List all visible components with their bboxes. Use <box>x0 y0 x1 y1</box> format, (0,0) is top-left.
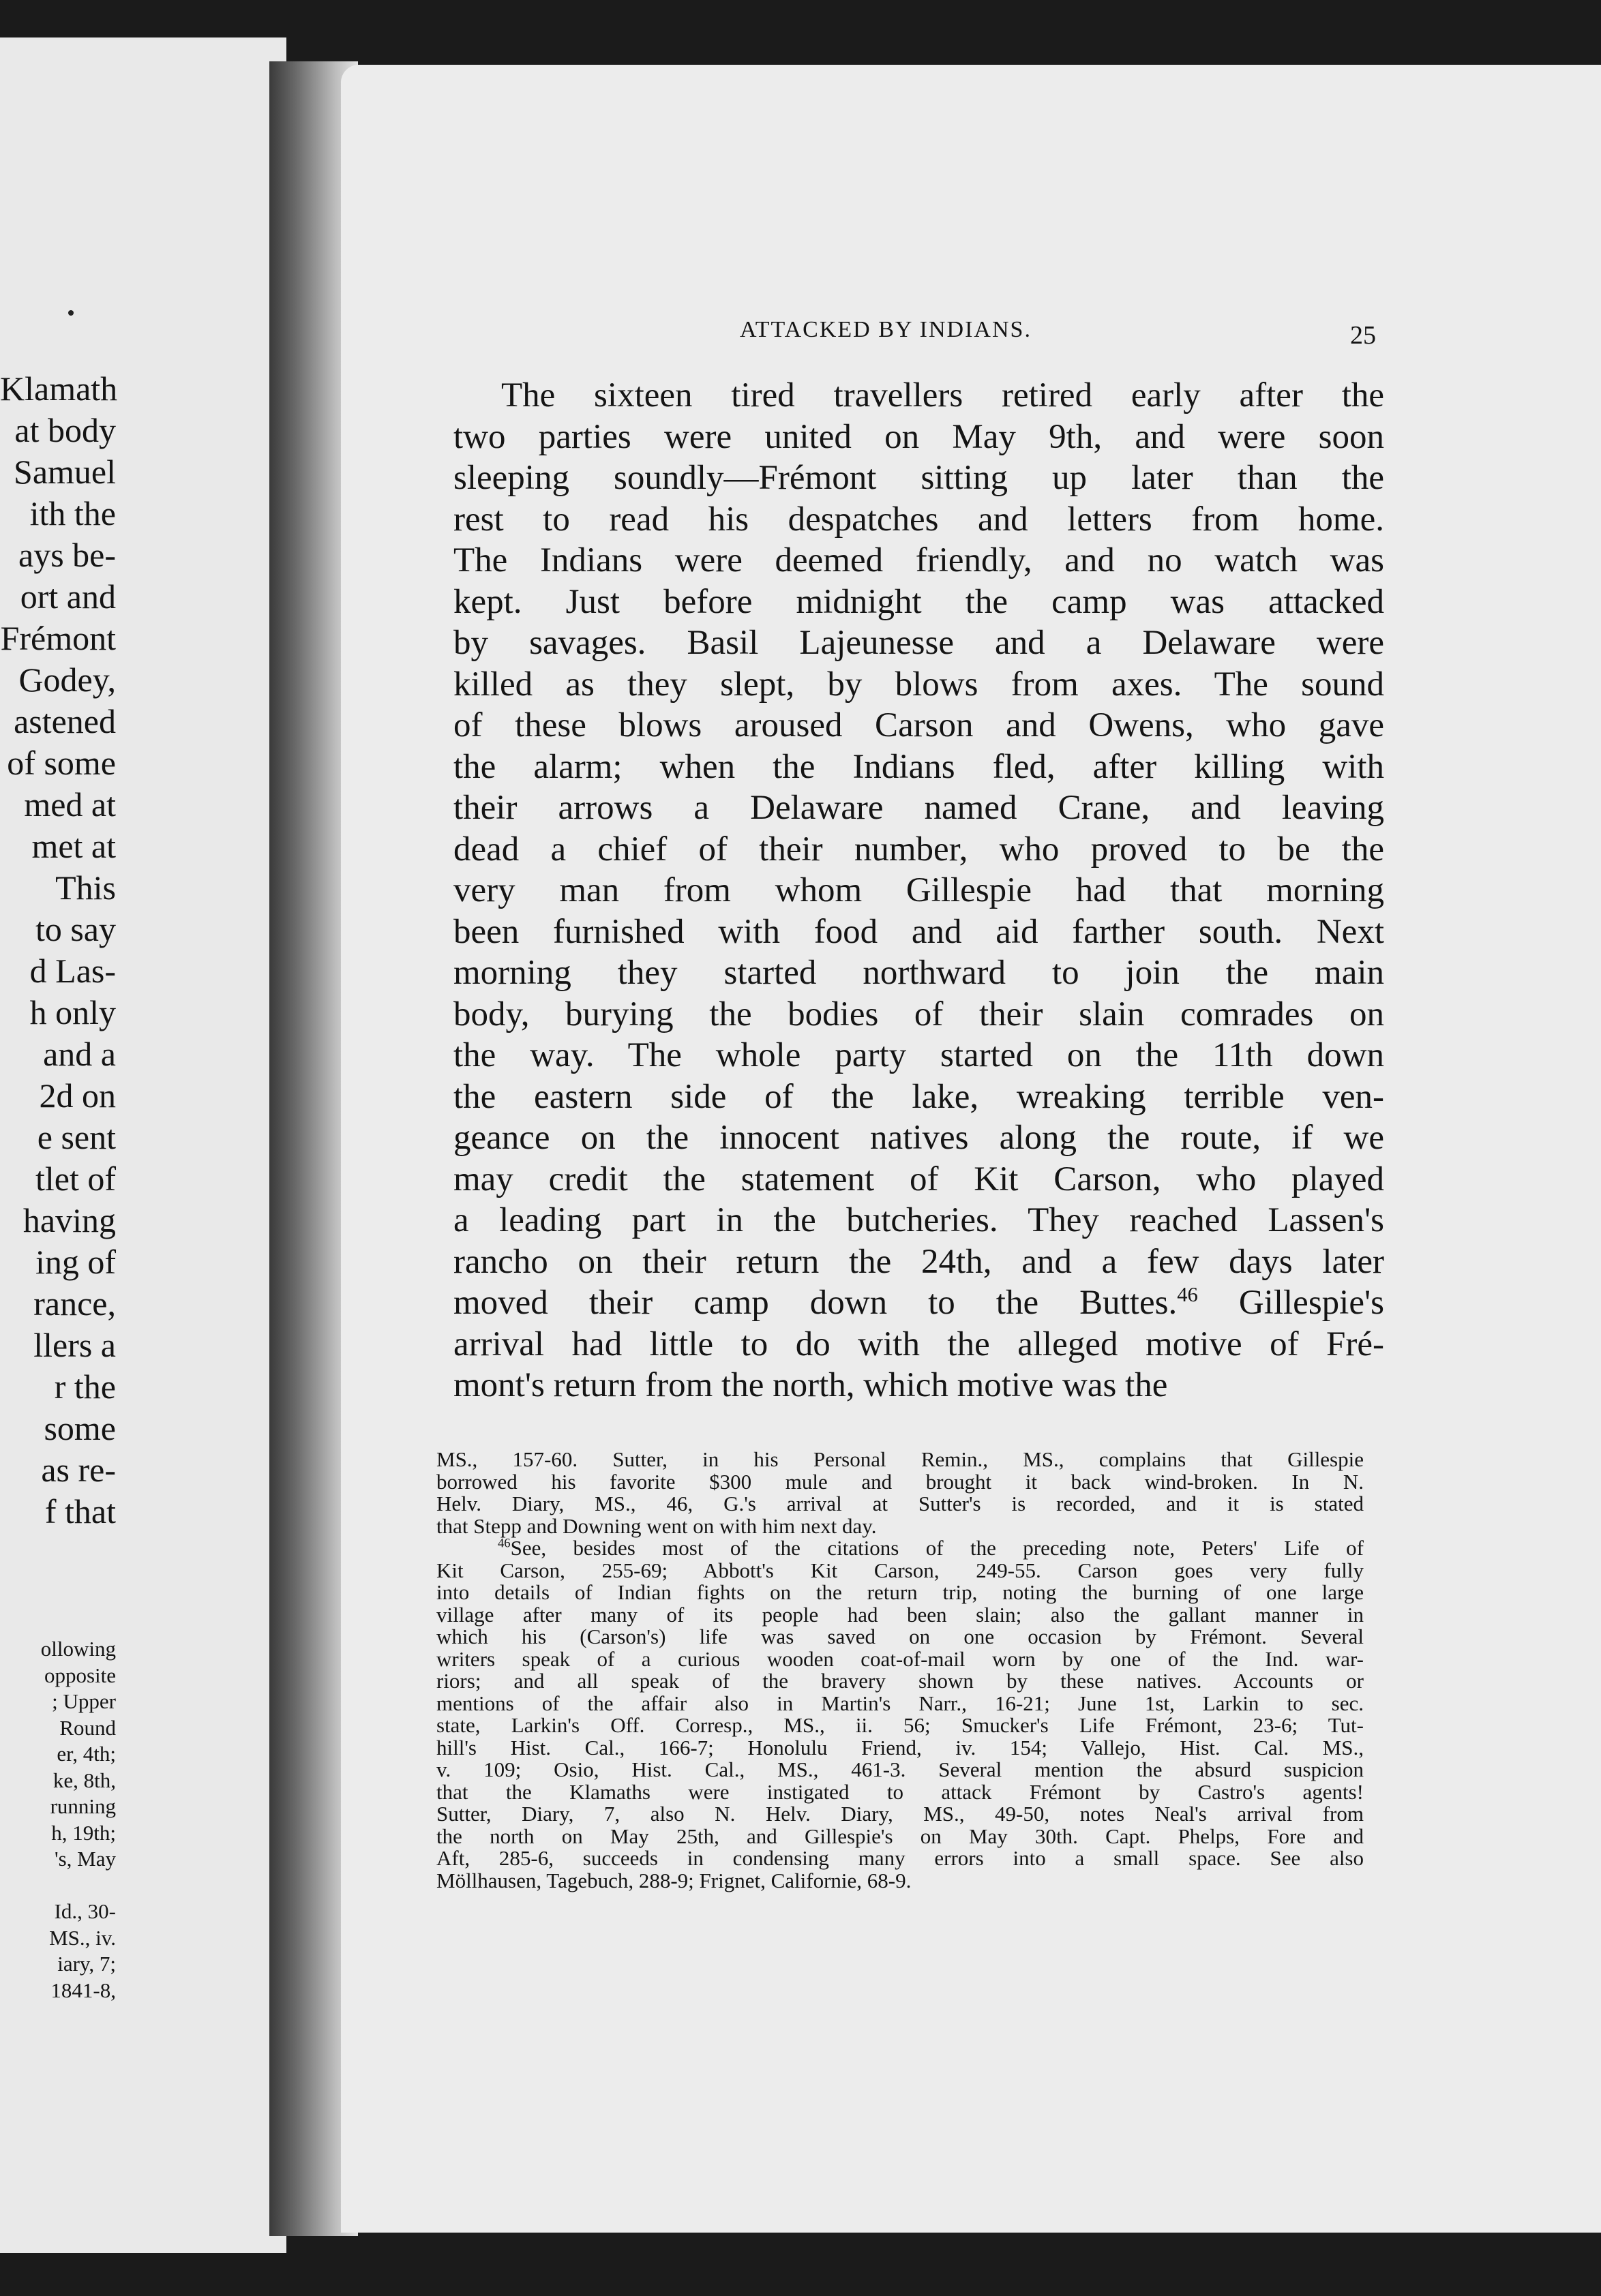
left-line: Samuel <box>14 453 116 491</box>
left-line: rance, <box>33 1284 116 1323</box>
left-line: ort and <box>20 577 116 616</box>
left-line: as re- <box>41 1451 116 1489</box>
left-footnote-line: iary, 7; <box>57 1952 116 1976</box>
left-line: This <box>55 868 116 907</box>
left-line: astened <box>14 702 116 740</box>
left-line: r the <box>54 1368 116 1406</box>
left-page-footnotes <box>0 1636 116 2004</box>
left-line: ays be- <box>18 536 116 574</box>
footnote-line: the north on May 25th, and Gillespie's on May 30th. Capt. Phelps, Fore and <box>436 1824 1364 1848</box>
left-footnote-line <box>0 1873 116 1899</box>
body-line-with-note <box>453 1282 1384 1324</box>
left-line: ing of <box>35 1243 116 1281</box>
footnote-line: Sutter, Diary, 7, also N. Helv. Diary, MS., 49-50, notes Neal's arrival from <box>436 1802 1364 1826</box>
left-line: tlet of <box>35 1160 116 1198</box>
body-line: the way. The whole party started on the 11th down <box>453 1036 1384 1074</box>
footnote-line: Möllhausen, Tagebuch, 288-9; Frignet, Californie, 68-9. <box>436 1868 912 1892</box>
left-footnote-line: er, 4th; <box>57 1742 116 1766</box>
body-line: mont's return from the north, which motive was the <box>453 1366 1168 1404</box>
left-line: llers a <box>33 1326 116 1364</box>
left-page <box>0 37 286 2253</box>
footnote-line: hill's Hist. Cal., 166-7; Honolulu Friend, iv. 154; Vallejo, Hist. Cal. MS., <box>436 1735 1364 1759</box>
ink-dot <box>68 310 74 316</box>
body-line: body, burying the bodies of their slain comrades on <box>453 995 1384 1033</box>
body-line: been furnished with food and aid farther south. Next <box>453 912 1384 951</box>
left-line: of some <box>7 744 116 782</box>
left-footnote-line: MS., iv. <box>49 1925 116 1950</box>
left-footnote-line: running <box>50 1794 116 1818</box>
body-line: of these blows aroused Carson and Owens, who gave <box>453 706 1384 744</box>
body-line: kept. Just before midnight the camp was attacked <box>453 582 1384 621</box>
footnote-marker: 46 <box>498 1536 511 1551</box>
footnote-line: riors; and all speak of the bravery shown by these natives. Accounts or <box>436 1669 1364 1693</box>
left-page-body <box>0 368 116 1532</box>
left-footnote-line: Round <box>59 1715 116 1740</box>
body-line-tail: Gillespie's <box>1238 1284 1385 1322</box>
left-line: Frémont <box>0 619 116 657</box>
left-line: and a <box>43 1035 116 1073</box>
footnote-reference: 46 <box>1177 1283 1198 1306</box>
left-line: f that <box>44 1492 116 1530</box>
body-line: the eastern side of the lake, wreaking terrible ven- <box>453 1077 1384 1116</box>
body-line: a leading part in the butcheries. They reached Lassen's <box>453 1201 1384 1239</box>
body-line: rest to read his despatches and letters from home. <box>453 500 1384 539</box>
footnote-line: borrowed his favorite $300 mule and brought it back wind-broken. In N. <box>436 1469 1364 1494</box>
left-line: to say <box>35 910 116 948</box>
left-line: med at <box>24 785 116 824</box>
left-line: h only <box>29 993 116 1031</box>
body-line: very man from whom Gillespie had that morning <box>453 871 1384 909</box>
body-line: geance on the innocent natives along the route, if we <box>453 1119 1384 1157</box>
footnote-line: village after many of its people had been slain; also the gallant manner in <box>436 1602 1364 1627</box>
left-footnote-line: ; Upper <box>52 1689 116 1713</box>
left-line: having <box>23 1201 116 1239</box>
left-footnote-line: Id., 30- <box>54 1899 116 1923</box>
left-footnote-line: opposite <box>44 1663 116 1687</box>
left-line: at body <box>14 411 116 449</box>
body-line: The sixteen tired travellers retired early after the <box>501 376 1384 414</box>
footnote-line: Helv. Diary, MS., 46, G.'s arrival at Sutter's is recorded, and it is stated <box>436 1492 1364 1515</box>
footnote-line: v. 109; Osio, Hist. Cal., MS., 461-3. Several mention the absurd suspicion <box>436 1757 1364 1781</box>
left-line: some <box>44 1409 116 1447</box>
left-footnote-line: h, 19th; <box>51 1820 116 1845</box>
footnote-line-text: See, besides most of the citations of the preceding note, Peters' Life of <box>510 1536 1364 1560</box>
footnote-line: Kit Carson, 255-69; Abbott's Kit Carson, 249-55. Carson goes very fully <box>436 1558 1364 1582</box>
left-footnote-line: ollowing <box>40 1637 116 1661</box>
footnote-line: that the Klamaths were instigated to attack Frémont by Castro's agents! <box>436 1779 1364 1804</box>
page-number: 25 <box>1350 321 1376 350</box>
footnote-line: mentions of the affair also in Martin's Narr., 16-21; June 1st, Larkin to sec. <box>436 1691 1364 1715</box>
footnote-line: that Stepp and Downing went on with him next day. <box>436 1513 877 1538</box>
left-footnote-line: 's, May <box>55 1847 116 1871</box>
body-line: dead a chief of their number, who proved to be the <box>453 830 1384 868</box>
footnote-line: which his (Carson's) life was saved on one occasion by Frémont. Several <box>436 1625 1364 1648</box>
body-line: their arrows a Delaware named Crane, and leaving <box>453 789 1384 827</box>
body-line: The Indians were deemed friendly, and no watch was <box>453 541 1384 579</box>
left-line: met at <box>31 827 116 865</box>
left-line: Godey, <box>18 661 116 699</box>
left-footnote-line: ke, 8th, <box>53 1768 116 1792</box>
body-line: may credit the statement of Kit Carson, who played <box>453 1160 1384 1198</box>
body-line: the alarm; when the Indians fled, after killing with <box>453 747 1384 786</box>
footnote-line: writers speak of a curious wooden coat-of-mail worn by one of the Ind. war- <box>436 1646 1364 1671</box>
footnote-line: Aft, 285-6, succeeds in condensing many errors into a small space. See also <box>436 1846 1364 1870</box>
running-head: ATTACKED BY INDIANS. <box>740 317 1032 342</box>
left-line: ith the <box>29 494 116 532</box>
footnote-line: state, Larkin's Off. Corresp., MS., ii. 56; Smucker's Life Frémont, 23-6; Tut- <box>436 1713 1364 1737</box>
left-line: e sent <box>37 1118 116 1156</box>
body-line-head: moved their camp down to the Buttes. <box>453 1284 1178 1322</box>
left-line: Klamath <box>0 369 118 408</box>
footnote-line-with-marker <box>436 1537 1364 1560</box>
left-line: 2d on <box>39 1076 116 1115</box>
body-text <box>453 375 1384 1406</box>
left-footnote-line: 1841-8, <box>50 1978 116 2002</box>
footnote-line: MS., 157-60. Sutter, in his Personal Remin., MS., complains that Gillespie <box>436 1447 1364 1471</box>
body-line: arrival had little to do with the alleged motive of Fré- <box>453 1325 1384 1363</box>
body-line: killed as they slept, by blows from axes. The sound <box>453 665 1384 704</box>
left-line: d Las- <box>29 952 116 990</box>
body-line: by savages. Basil Lajeunesse and a Delaware were <box>453 624 1384 662</box>
footnotes <box>436 1449 1364 1892</box>
body-line: morning they started northward to join the main <box>453 954 1384 992</box>
footnote-line: into details of Indian fights on the return trip, noting the burning of one large <box>436 1580 1364 1604</box>
body-line: rancho on their return the 24th, and a few days later <box>453 1242 1384 1281</box>
body-line: two parties were united on May 9th, and were soon <box>453 417 1384 456</box>
body-line: sleeping soundly—Frémont sitting up later than the <box>453 459 1384 497</box>
